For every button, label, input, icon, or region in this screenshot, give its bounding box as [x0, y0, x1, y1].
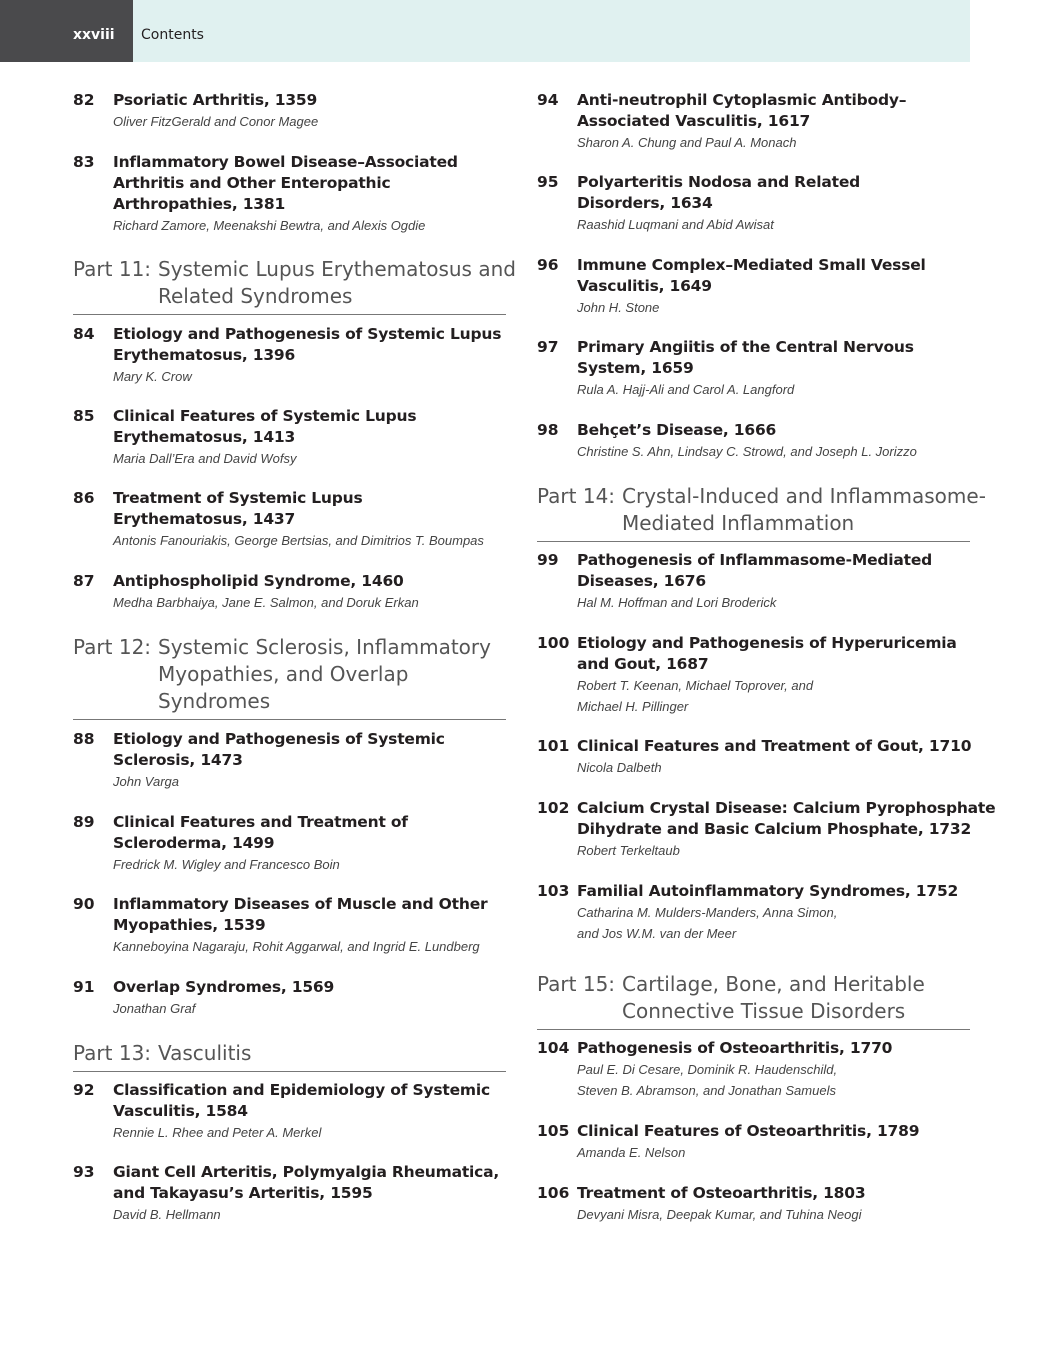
- chapter-info: [113, 977, 334, 1019]
- chapter-title-line[interactable]: Arthritis and Other Enteropathic: [113, 174, 391, 192]
- chapter-title-line[interactable]: Sclerosis, 1473: [113, 751, 243, 769]
- chapter-title-line[interactable]: Treatment of Systemic Lupus: [113, 489, 363, 507]
- part-label: Part 13:: [73, 1041, 152, 1065]
- part-title: [158, 1040, 251, 1067]
- chapter-title-line[interactable]: Inflammatory Bowel Disease–Associated: [113, 153, 458, 171]
- chapter-title-line[interactable]: Vasculitis, 1584: [113, 1102, 248, 1120]
- chapter-title-line[interactable]: Etiology and Pathogenesis of Hyperuricemia: [577, 634, 957, 652]
- chapter-info: [113, 812, 408, 875]
- part-label: Part 15:: [537, 972, 616, 996]
- chapter-authors: John Varga: [113, 774, 180, 789]
- header-band: [133, 0, 970, 62]
- chapter-title-line[interactable]: and Gout, 1687: [577, 655, 709, 673]
- chapter-number: 98: [537, 421, 559, 439]
- chapter-authors: Hal M. Hoffman and Lori Broderick: [577, 595, 777, 610]
- chapter-title-line[interactable]: System, 1659: [577, 359, 694, 377]
- chapter-title-line[interactable]: Myopathies, 1539: [113, 916, 266, 934]
- chapter-number: 85: [73, 407, 95, 425]
- part-divider: [537, 541, 970, 542]
- chapter-info: [113, 894, 487, 957]
- chapter-number: 93: [73, 1163, 95, 1181]
- chapter-info: [577, 736, 971, 778]
- chapter-authors: Raashid Luqmani and Abid Awisat: [577, 217, 774, 232]
- chapter-number: 83: [73, 153, 95, 171]
- chapter-info: [113, 1162, 499, 1225]
- chapter-authors: David B. Hellmann: [113, 1207, 221, 1222]
- chapter-number: 92: [73, 1081, 95, 1099]
- chapter-authors: Medha Barbhaiya, Jane E. Salmon, and Doruk Erkan: [113, 595, 419, 610]
- chapter-title-line[interactable]: Inflammatory Diseases of Muscle and Other: [113, 895, 488, 913]
- chapter-info: [113, 571, 419, 613]
- page-number: xxviii: [73, 27, 115, 43]
- chapter-info: [577, 172, 860, 235]
- chapter-authors: Steven B. Abramson, and Jonathan Samuels: [577, 1083, 836, 1098]
- chapter-authors: Richard Zamore, Meenakshi Bewtra, and Alexis Ogdie: [113, 218, 426, 233]
- chapter-number: 99: [537, 551, 559, 569]
- chapter-authors: Robert T. Keenan, Michael Toprover, and: [577, 678, 814, 693]
- chapter-title-line[interactable]: Erythematosus, 1413: [113, 428, 296, 446]
- part-title-line: Systemic Sclerosis, Inflammatory: [158, 635, 491, 659]
- part-title-line: Systemic Lupus Erythematosus and: [158, 257, 516, 281]
- chapter-title-line[interactable]: Associated Vasculitis, 1617: [577, 112, 811, 130]
- chapter-authors: Antonis Fanouriakis, George Bertsias, and Dimitrios T. Boumpas: [113, 533, 484, 548]
- chapter-authors: Maria Dall’Era and David Wofsy: [113, 451, 297, 466]
- chapter-title-line[interactable]: Classification and Epidemiology of Systemic: [113, 1081, 490, 1099]
- chapter-number: 101: [537, 737, 570, 755]
- chapter-info: [113, 324, 501, 387]
- chapter-title-line[interactable]: Clinical Features of Osteoarthritis, 1789: [577, 1122, 920, 1140]
- chapter-authors: Michael H. Pillinger: [577, 699, 689, 714]
- chapter-authors: Devyani Misra, Deepak Kumar, and Tuhina Neogi: [577, 1207, 862, 1222]
- chapter-number: 104: [537, 1039, 570, 1057]
- chapter-title-line[interactable]: Etiology and Pathogenesis of Systemic: [113, 730, 445, 748]
- chapter-authors: Fredrick M. Wigley and Francesco Boin: [113, 857, 340, 872]
- chapter-title-line[interactable]: Behçet’s Disease, 1666: [577, 421, 777, 439]
- chapter-info: [577, 633, 957, 717]
- chapter-info: [577, 1183, 865, 1225]
- chapter-info: [113, 1080, 490, 1143]
- chapter-authors: and Jos W.M. van der Meer: [577, 926, 737, 941]
- chapter-number: 88: [73, 730, 95, 748]
- chapter-info: [113, 152, 458, 236]
- chapter-authors: Rennie L. Rhee and Peter A. Merkel: [113, 1125, 322, 1140]
- chapter-title-line[interactable]: Polyarteritis Nodosa and Related: [577, 173, 861, 191]
- chapter-title-line[interactable]: Etiology and Pathogenesis of Systemic Lupus: [113, 325, 502, 343]
- running-header-title: Contents: [141, 27, 204, 43]
- chapter-title-line[interactable]: Giant Cell Arteritis, Polymyalgia Rheumatica,: [113, 1163, 500, 1181]
- chapter-title-line[interactable]: Vasculitis, 1649: [577, 277, 712, 295]
- chapter-info: [113, 488, 484, 551]
- chapter-authors: Kanneboyina Nagaraju, Rohit Aggarwal, and Ingrid E. Lundberg: [113, 939, 480, 954]
- chapter-authors: Christine S. Ahn, Lindsay C. Strowd, and Joseph L. Jorizzo: [577, 444, 917, 459]
- chapter-info: [577, 1121, 919, 1163]
- chapter-title-line[interactable]: Calcium Crystal Disease: Calcium Pyrophosphate: [577, 799, 996, 817]
- chapter-title-line[interactable]: Erythematosus, 1396: [113, 346, 296, 364]
- chapter-title-line[interactable]: Erythematosus, 1437: [113, 510, 296, 528]
- chapter-info: [577, 255, 926, 318]
- part-title: [158, 256, 516, 310]
- part-divider: [537, 1029, 970, 1030]
- part-divider: [73, 314, 506, 315]
- chapter-number: 87: [73, 572, 95, 590]
- chapter-title-line[interactable]: Pathogenesis of Osteoarthritis, 1770: [577, 1039, 893, 1057]
- chapter-info: [577, 1038, 892, 1101]
- chapter-number: 100: [537, 634, 570, 652]
- chapter-title-line[interactable]: Pathogenesis of Inflammasome-Mediated: [577, 551, 933, 569]
- part-title-line: Crystal-Induced and Inflammasome-: [622, 484, 986, 508]
- chapter-number: 95: [537, 173, 559, 191]
- chapter-number: 106: [537, 1184, 570, 1202]
- part-label: Part 14:: [537, 484, 616, 508]
- part-label: Part 12:: [73, 635, 152, 659]
- chapter-title-line[interactable]: Psoriatic Arthritis, 1359: [113, 91, 318, 109]
- chapter-authors: Catharina M. Mulders-Manders, Anna Simon,: [577, 905, 838, 920]
- chapter-title-line[interactable]: Treatment of Osteoarthritis, 1803: [577, 1184, 866, 1202]
- chapter-number: 103: [537, 882, 570, 900]
- chapter-info: [577, 550, 932, 613]
- chapter-authors: Sharon A. Chung and Paul A. Monach: [577, 135, 797, 150]
- chapter-authors: Mary K. Crow: [113, 369, 192, 384]
- chapter-number: 102: [537, 799, 570, 817]
- part-divider: [73, 1071, 506, 1072]
- chapter-title-line[interactable]: Antiphospholipid Syndrome, 1460: [113, 572, 404, 590]
- part-title-line: Cartilage, Bone, and Heritable: [622, 972, 925, 996]
- chapter-info: [113, 406, 416, 469]
- chapter-authors: Nicola Dalbeth: [577, 760, 662, 775]
- part-title-line: Related Syndromes: [158, 284, 353, 308]
- chapter-title-line[interactable]: and Takayasu’s Arteritis, 1595: [113, 1184, 373, 1202]
- chapter-authors: Amanda E. Nelson: [577, 1145, 686, 1160]
- chapter-title-line[interactable]: Disorders, 1634: [577, 194, 713, 212]
- chapter-number: 90: [73, 895, 95, 913]
- chapter-title-line[interactable]: Anti-neutrophil Cytoplasmic Antibody–: [577, 91, 907, 109]
- chapter-title-line[interactable]: Scleroderma, 1499: [113, 834, 275, 852]
- part-divider: [73, 719, 506, 720]
- part-title-line: Syndromes: [158, 689, 271, 713]
- part-title-line: Mediated Inflammation: [622, 511, 855, 535]
- chapter-info: [577, 337, 914, 400]
- chapter-title-line[interactable]: Arthropathies, 1381: [113, 195, 286, 213]
- chapter-number: 86: [73, 489, 95, 507]
- chapter-authors: Rula A. Hajj-Ali and Carol A. Langford: [577, 382, 795, 397]
- chapter-title-line[interactable]: Familial Autoinflammatory Syndromes, 1752: [577, 882, 959, 900]
- chapter-title-line[interactable]: Immune Complex–Mediated Small Vessel: [577, 256, 926, 274]
- chapter-number: 82: [73, 91, 95, 109]
- chapter-title-line[interactable]: Clinical Features of Systemic Lupus: [113, 407, 417, 425]
- part-title: [158, 634, 491, 715]
- chapter-number: 84: [73, 325, 95, 343]
- chapter-title-line[interactable]: Diseases, 1676: [577, 572, 706, 590]
- chapter-info: [577, 420, 917, 462]
- part-label: Part 11:: [73, 257, 152, 281]
- chapter-number: 91: [73, 978, 95, 996]
- chapter-info: [577, 881, 958, 944]
- part-title-line: Vasculitis: [158, 1041, 252, 1065]
- chapter-authors: John H. Stone: [577, 300, 660, 315]
- chapter-title-line[interactable]: Primary Angiitis of the Central Nervous: [577, 338, 914, 356]
- chapter-title-line[interactable]: Clinical Features and Treatment of Gout, 1710: [577, 737, 972, 755]
- chapter-info: [577, 798, 995, 861]
- chapter-info: [113, 90, 318, 132]
- part-title-line: Myopathies, and Overlap: [158, 662, 409, 686]
- chapter-authors: Jonathan Graf: [113, 1001, 196, 1016]
- chapter-title-line[interactable]: Overlap Syndromes, 1569: [113, 978, 335, 996]
- chapter-title-line[interactable]: Clinical Features and Treatment of: [113, 813, 408, 831]
- chapter-number: 105: [537, 1122, 570, 1140]
- chapter-authors: Paul E. Di Cesare, Dominik R. Haudenschild,: [577, 1062, 838, 1077]
- chapter-info: [113, 729, 445, 792]
- chapter-authors: Oliver FitzGerald and Conor Magee: [113, 114, 319, 129]
- chapter-number: 94: [537, 91, 559, 109]
- chapter-authors: Robert Terkeltaub: [577, 843, 680, 858]
- chapter-number: 97: [537, 338, 559, 356]
- chapter-number: 96: [537, 256, 559, 274]
- chapter-number: 89: [73, 813, 95, 831]
- part-title-line: Connective Tissue Disorders: [622, 999, 906, 1023]
- chapter-title-line[interactable]: Dihydrate and Basic Calcium Phosphate, 1732: [577, 820, 972, 838]
- part-title: [622, 971, 925, 1025]
- part-title: [622, 483, 986, 537]
- chapter-info: [577, 90, 906, 153]
